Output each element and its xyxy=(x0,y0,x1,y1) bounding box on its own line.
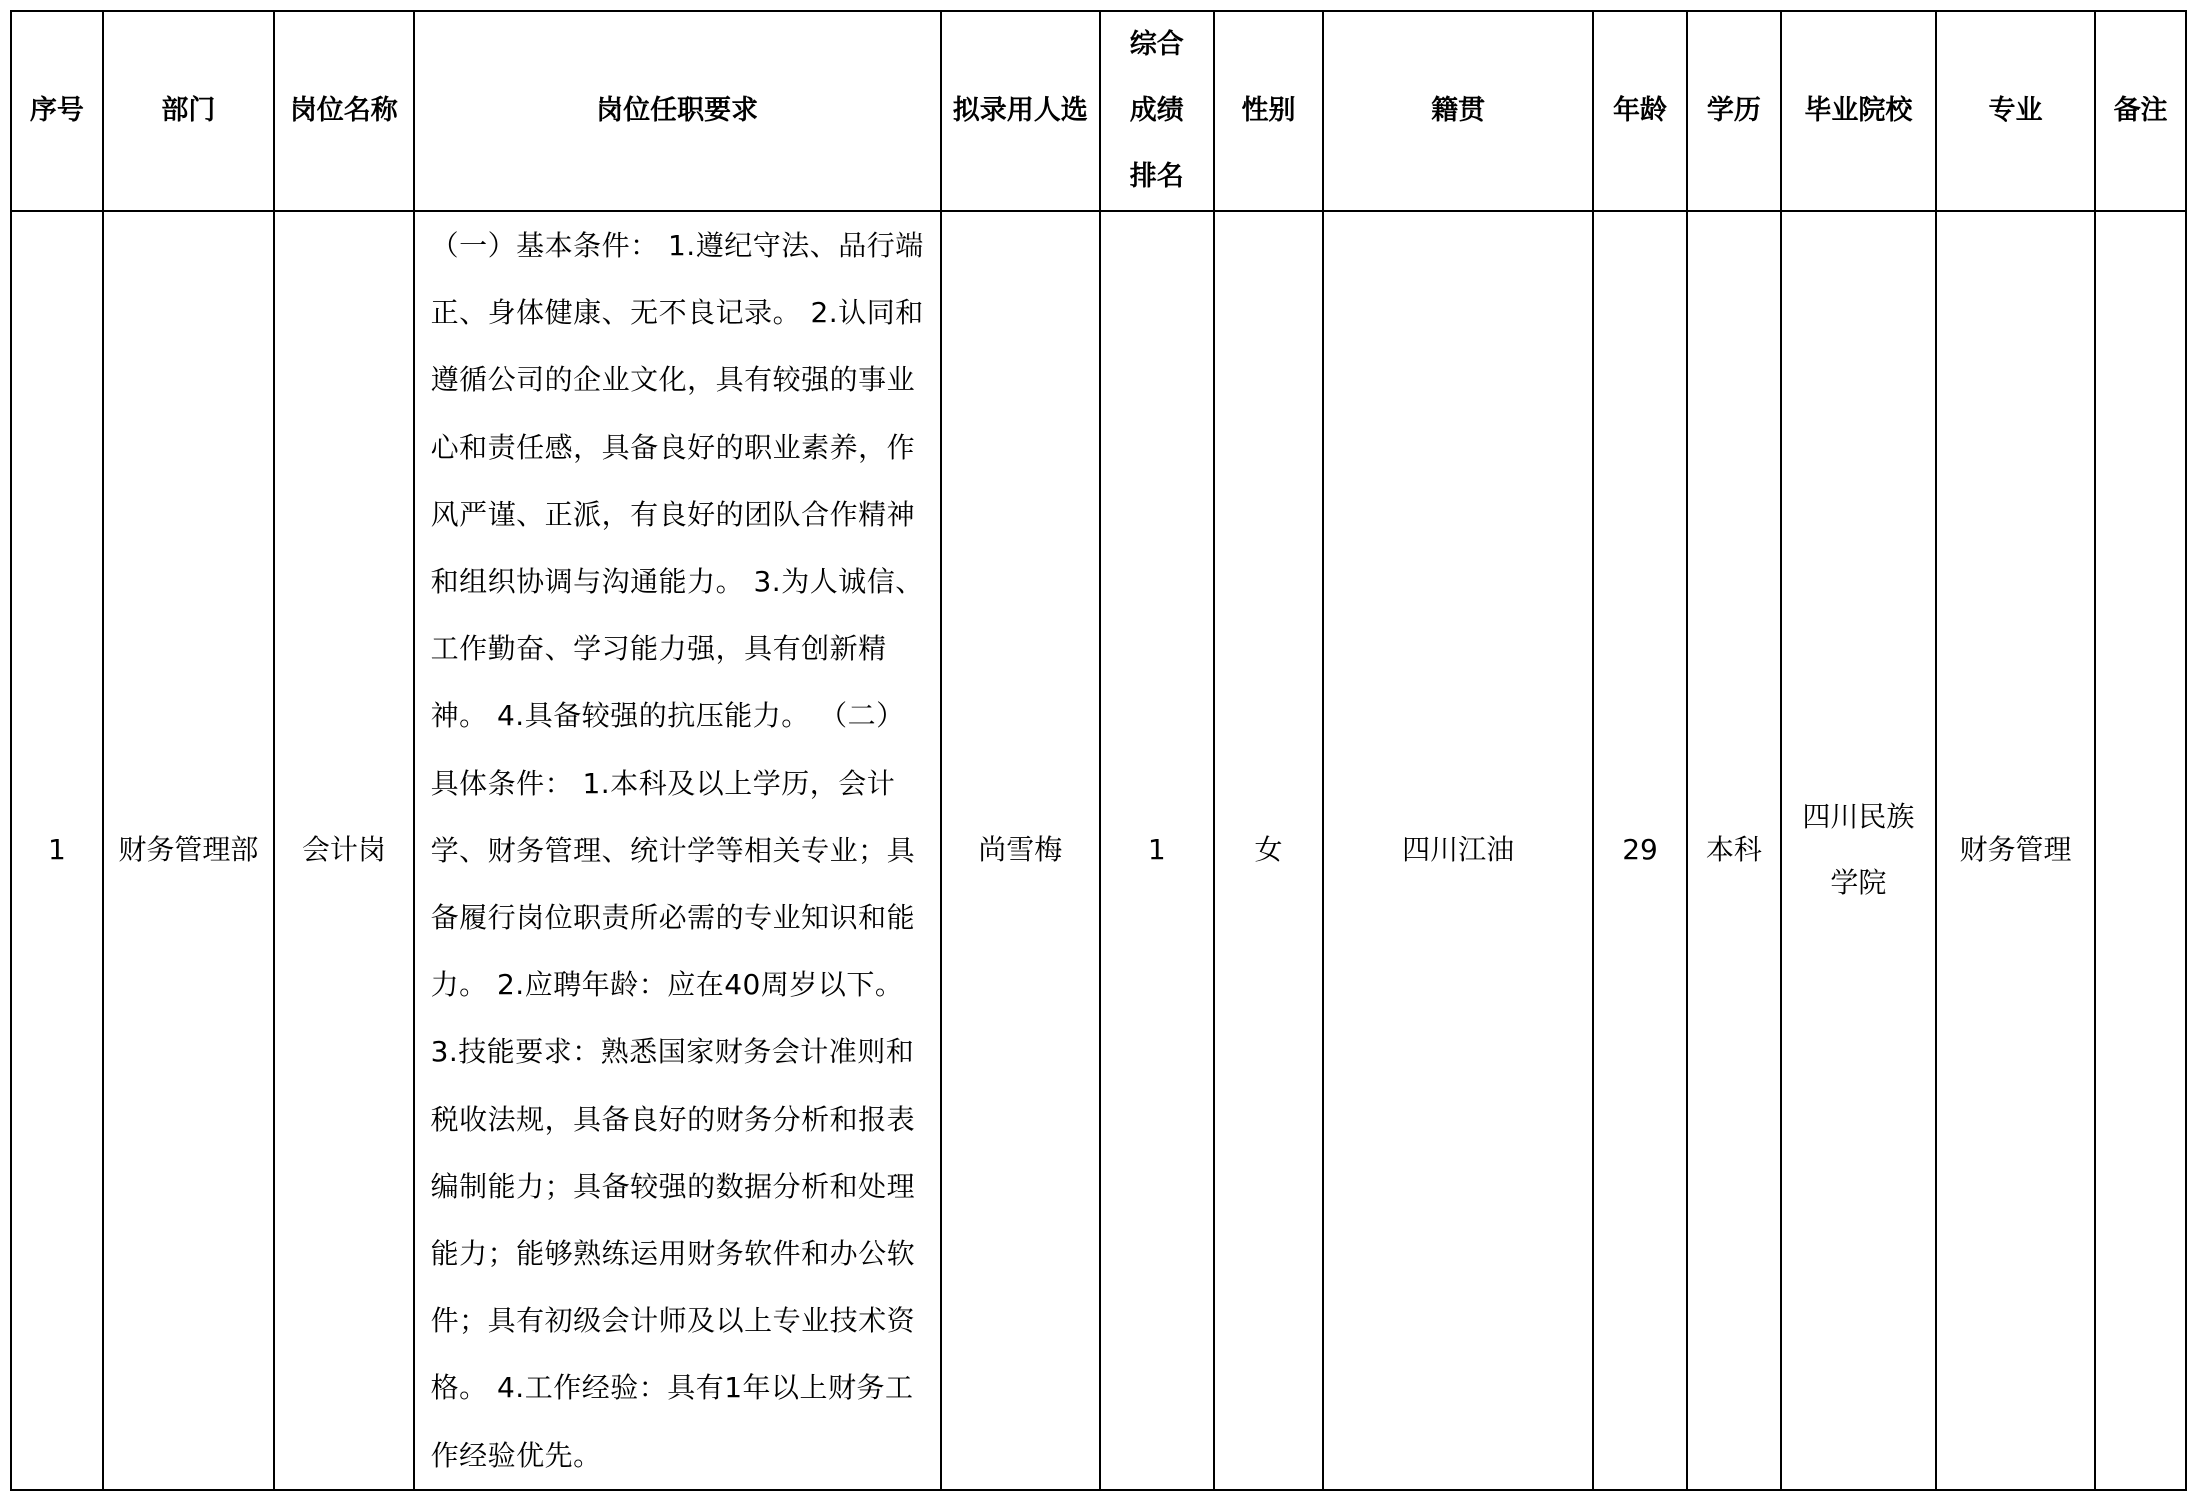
cell-department: 财务管理部 xyxy=(103,211,274,1490)
cell-candidate: 尚雪梅 xyxy=(941,211,1100,1490)
header-education: 学历 xyxy=(1687,11,1781,211)
cell-overall-rank: 1 xyxy=(1100,211,1214,1490)
cell-major: 财务管理 xyxy=(1936,211,2095,1490)
cell-school: 四川民族学院 xyxy=(1781,211,1936,1490)
header-position-name: 岗位名称 xyxy=(274,11,414,211)
header-candidate: 拟录用人选 xyxy=(941,11,1100,211)
table-header-row xyxy=(11,11,2186,211)
cell-seq: 1 xyxy=(11,211,103,1490)
table-row xyxy=(11,211,2186,1490)
cell-gender: 女 xyxy=(1214,211,1324,1490)
recruitment-table xyxy=(10,10,2187,1491)
cell-education: 本科 xyxy=(1687,211,1781,1490)
header-major: 专业 xyxy=(1936,11,2095,211)
header-school: 毕业院校 xyxy=(1781,11,1936,211)
header-remarks: 备注 xyxy=(2095,11,2186,211)
cell-remarks xyxy=(2095,211,2186,1490)
cell-requirements: （一）基本条件： 1.遵纪守法、品行端正、身体健康、无不良记录。 2.认同和遵循公司的企业文化，具有较强的事业心和责任感，具备良好的职业素养，作风严谨、正派，有良好的团队合作精神和组织协调与沟通能力。 3.为人诚信、工作勤奋、学习能力强，具有创新精神。 4.具备较强的抗压能力。 （二）具体条件： 1.本科及以上学历，会计学、财务管理、统计学等相关专业；具备履行岗位职责所必需的专业知识和能力。 2.应聘年龄：应在40周岁以下。 3.技能要求：熟悉国家财务会计准则和税收法规，具备良好的财务分析和报表编制能力；具备较强的数据分析和处理能力；能够熟练运用财务软件和办公软件；具有初级会计师及以上专业技术资格。 4.工作经验：具有1年以上财务工作经验优先。 xyxy=(414,211,941,1490)
header-seq: 序号 xyxy=(11,11,103,211)
header-gender: 性别 xyxy=(1214,11,1324,211)
header-department: 部门 xyxy=(103,11,274,211)
cell-position-name: 会计岗 xyxy=(274,211,414,1490)
header-native-place: 籍贯 xyxy=(1323,11,1593,211)
header-requirements: 岗位任职要求 xyxy=(414,11,941,211)
header-age: 年龄 xyxy=(1593,11,1687,211)
header-overall-rank: 综合成绩排名 xyxy=(1100,11,1214,211)
cell-age: 29 xyxy=(1593,211,1687,1490)
cell-native-place: 四川江油 xyxy=(1323,211,1593,1490)
